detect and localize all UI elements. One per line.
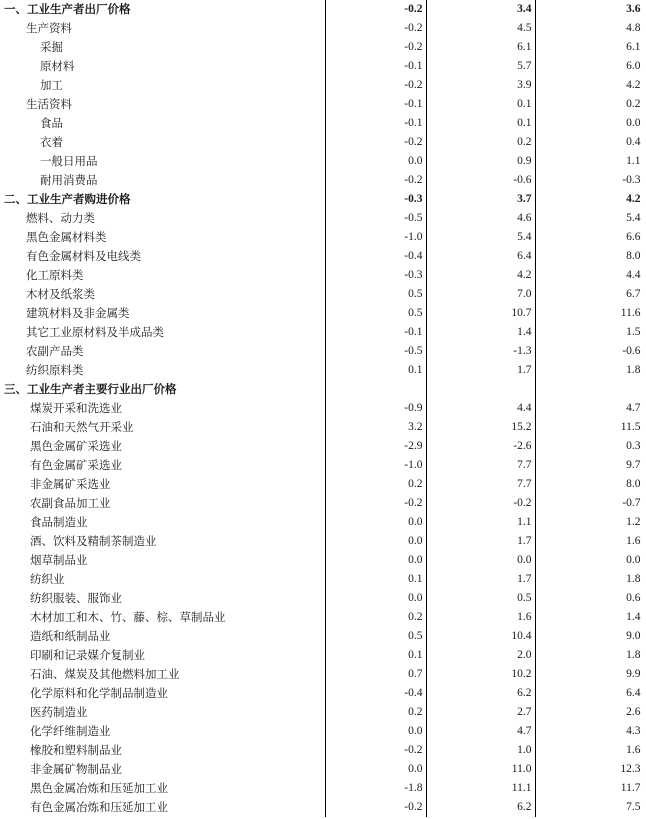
- table-row: [0, 779, 646, 798]
- value-cell-3: 11.5: [535, 418, 646, 437]
- value-cell-2: 6.2: [426, 684, 535, 703]
- value-cell-3: [535, 380, 646, 399]
- value-cell-2: 6.1: [426, 38, 535, 57]
- value-cell-2: 5.4: [426, 228, 535, 247]
- value-cell-3: 1.4: [535, 608, 646, 627]
- value-cell-2: [426, 380, 535, 399]
- row-label: 黑色金属矿采选业: [0, 437, 325, 456]
- value-cell-3: 4.8: [535, 19, 646, 38]
- row-label: 煤炭开采和洗选业: [0, 399, 325, 418]
- table-row: [0, 722, 646, 741]
- table-row: [0, 171, 646, 190]
- value-cell-2: 5.7: [426, 57, 535, 76]
- row-label: 化工原料类: [0, 266, 325, 285]
- value-cell-2: 0.0: [426, 551, 535, 570]
- value-cell-3: 8.0: [535, 247, 646, 266]
- table-row: [0, 38, 646, 57]
- value-cell-1: -2.9: [325, 437, 426, 456]
- value-cell-1: -0.1: [325, 57, 426, 76]
- value-cell-2: 4.6: [426, 209, 535, 228]
- value-cell-1: -0.2: [325, 171, 426, 190]
- value-cell-3: 4.2: [535, 76, 646, 95]
- row-label: 生产资料: [0, 19, 325, 38]
- value-cell-2: 0.1: [426, 114, 535, 133]
- table-row: [0, 133, 646, 152]
- row-label: 木材及纸浆类: [0, 285, 325, 304]
- value-cell-3: 4.2: [535, 190, 646, 209]
- value-cell-3: 11.6: [535, 304, 646, 323]
- table-row: [0, 418, 646, 437]
- value-cell-3: 1.8: [535, 361, 646, 380]
- table-row: [0, 266, 646, 285]
- value-cell-2: 10.2: [426, 665, 535, 684]
- value-cell-2: 3.4: [426, 0, 535, 19]
- row-label: 一般日用品: [0, 152, 325, 171]
- value-cell-3: 0.4: [535, 133, 646, 152]
- table-row: [0, 285, 646, 304]
- value-cell-3: 1.6: [535, 741, 646, 760]
- row-label: 燃料、动力类: [0, 209, 325, 228]
- row-label: 黑色金属材料类: [0, 228, 325, 247]
- value-cell-2: 4.2: [426, 266, 535, 285]
- value-cell-1: 0.0: [325, 589, 426, 608]
- value-cell-1: -0.9: [325, 399, 426, 418]
- value-cell-2: 3.7: [426, 190, 535, 209]
- table-row: [0, 551, 646, 570]
- value-cell-3: 6.4: [535, 684, 646, 703]
- row-label: 其它工业原材料及半成品类: [0, 323, 325, 342]
- value-cell-3: 1.5: [535, 323, 646, 342]
- table-row: [0, 570, 646, 589]
- value-cell-1: 0.2: [325, 703, 426, 722]
- value-cell-3: 4.3: [535, 722, 646, 741]
- value-cell-3: 11.7: [535, 779, 646, 798]
- table-row: [0, 19, 646, 38]
- table-row: [0, 76, 646, 95]
- value-cell-2: 7.0: [426, 285, 535, 304]
- value-cell-1: -0.2: [325, 0, 426, 19]
- value-cell-3: 1.8: [535, 570, 646, 589]
- value-cell-2: 10.7: [426, 304, 535, 323]
- value-cell-2: 6.2: [426, 798, 535, 817]
- table-row: [0, 513, 646, 532]
- table-row: [0, 665, 646, 684]
- value-cell-3: 8.0: [535, 475, 646, 494]
- row-label: 橡胶和塑料制品业: [0, 741, 325, 760]
- value-cell-2: 1.7: [426, 361, 535, 380]
- value-cell-2: 7.7: [426, 475, 535, 494]
- value-cell-3: 9.9: [535, 665, 646, 684]
- table-row: [0, 494, 646, 513]
- row-label: 加工: [0, 76, 325, 95]
- value-cell-1: -0.2: [325, 494, 426, 513]
- value-cell-3: 4.7: [535, 399, 646, 418]
- value-cell-1: 0.2: [325, 608, 426, 627]
- row-label: 烟草制品业: [0, 551, 325, 570]
- value-cell-2: 4.4: [426, 399, 535, 418]
- value-cell-2: 11.1: [426, 779, 535, 798]
- row-label: 木材加工和木、竹、藤、棕、草制品业: [0, 608, 325, 627]
- value-cell-2: -1.3: [426, 342, 535, 361]
- row-label: 农副产品类: [0, 342, 325, 361]
- value-cell-3: 0.3: [535, 437, 646, 456]
- value-cell-2: 6.4: [426, 247, 535, 266]
- value-cell-1: 0.0: [325, 152, 426, 171]
- value-cell-1: -0.2: [325, 38, 426, 57]
- value-cell-2: 11.0: [426, 760, 535, 779]
- value-cell-1: -0.3: [325, 190, 426, 209]
- value-cell-2: 4.5: [426, 19, 535, 38]
- table-row: [0, 608, 646, 627]
- table-row: [0, 247, 646, 266]
- row-label: 印刷和记录媒介复制业: [0, 646, 325, 665]
- table-row: [0, 152, 646, 171]
- table-row: [0, 646, 646, 665]
- value-cell-3: 9.7: [535, 456, 646, 475]
- row-label: 三、工业生产者主要行业出厂价格: [0, 380, 325, 399]
- value-cell-1: 0.5: [325, 627, 426, 646]
- row-label: 有色金属矿采选业: [0, 456, 325, 475]
- value-cell-1: -0.2: [325, 133, 426, 152]
- value-cell-2: 2.0: [426, 646, 535, 665]
- value-cell-2: 1.7: [426, 570, 535, 589]
- value-cell-1: 0.2: [325, 475, 426, 494]
- value-cell-3: 3.6: [535, 0, 646, 19]
- value-cell-2: -0.6: [426, 171, 535, 190]
- value-cell-3: 2.6: [535, 703, 646, 722]
- value-cell-2: 1.6: [426, 608, 535, 627]
- table-row: [0, 437, 646, 456]
- value-cell-2: 10.4: [426, 627, 535, 646]
- row-label: 食品制造业: [0, 513, 325, 532]
- row-label: 耐用消费品: [0, 171, 325, 190]
- table-row: [0, 456, 646, 475]
- row-label: 医药制造业: [0, 703, 325, 722]
- value-cell-2: -2.6: [426, 437, 535, 456]
- row-label: 纺织服装、服饰业: [0, 589, 325, 608]
- row-label: 石油和天然气开采业: [0, 418, 325, 437]
- value-cell-3: 4.4: [535, 266, 646, 285]
- table-row: [0, 627, 646, 646]
- value-cell-1: -0.2: [325, 19, 426, 38]
- row-label: 二、工业生产者购进价格: [0, 190, 325, 209]
- value-cell-3: 7.5: [535, 798, 646, 817]
- table-row: [0, 209, 646, 228]
- table-row: [0, 57, 646, 76]
- value-cell-1: -0.2: [325, 76, 426, 95]
- value-cell-3: 5.4: [535, 209, 646, 228]
- value-cell-1: 0.5: [325, 304, 426, 323]
- table-row: [0, 361, 646, 380]
- row-label: 纺织原料类: [0, 361, 325, 380]
- value-cell-1: 0.1: [325, 361, 426, 380]
- value-cell-2: 1.1: [426, 513, 535, 532]
- value-cell-3: 6.6: [535, 228, 646, 247]
- row-label: 食品: [0, 114, 325, 133]
- row-label: 纺织业: [0, 570, 325, 589]
- row-label: 衣着: [0, 133, 325, 152]
- table-row: [0, 703, 646, 722]
- value-cell-3: 0.0: [535, 114, 646, 133]
- table-row: [0, 399, 646, 418]
- value-cell-1: -0.1: [325, 323, 426, 342]
- value-cell-3: 6.7: [535, 285, 646, 304]
- table-row: [0, 589, 646, 608]
- table-row: [0, 304, 646, 323]
- value-cell-1: 0.1: [325, 646, 426, 665]
- table-row: [0, 114, 646, 133]
- row-label: 非金属矿物制品业: [0, 760, 325, 779]
- value-cell-3: -0.6: [535, 342, 646, 361]
- value-cell-1: 3.2: [325, 418, 426, 437]
- value-cell-1: -1.0: [325, 456, 426, 475]
- table-row: [0, 95, 646, 114]
- value-cell-2: 0.2: [426, 133, 535, 152]
- value-cell-1: -0.5: [325, 342, 426, 361]
- value-cell-1: 0.0: [325, 760, 426, 779]
- row-label: 酒、饮料及精制茶制造业: [0, 532, 325, 551]
- value-cell-1: [325, 380, 426, 399]
- table-row: [0, 798, 646, 817]
- value-cell-3: 0.2: [535, 95, 646, 114]
- value-cell-1: 0.1: [325, 570, 426, 589]
- value-cell-1: -0.2: [325, 741, 426, 760]
- value-cell-1: -1.0: [325, 228, 426, 247]
- value-cell-3: 0.0: [535, 551, 646, 570]
- value-cell-2: 1.0: [426, 741, 535, 760]
- value-cell-1: -0.1: [325, 114, 426, 133]
- table-row: [0, 323, 646, 342]
- row-label: 农副食品加工业: [0, 494, 325, 513]
- value-cell-1: 0.0: [325, 722, 426, 741]
- value-cell-1: -0.5: [325, 209, 426, 228]
- value-cell-1: -0.4: [325, 247, 426, 266]
- row-label: 有色金属冶炼和压延加工业: [0, 798, 325, 817]
- value-cell-3: 1.6: [535, 532, 646, 551]
- value-cell-2: 4.7: [426, 722, 535, 741]
- value-cell-3: 1.2: [535, 513, 646, 532]
- row-label: 造纸和纸制品业: [0, 627, 325, 646]
- table-row: [0, 228, 646, 247]
- table-row: [0, 475, 646, 494]
- value-cell-3: 6.1: [535, 38, 646, 57]
- value-cell-1: -0.4: [325, 684, 426, 703]
- value-cell-3: 9.0: [535, 627, 646, 646]
- value-cell-1: 0.0: [325, 551, 426, 570]
- value-cell-1: 0.0: [325, 513, 426, 532]
- value-cell-2: 1.7: [426, 532, 535, 551]
- value-cell-1: -1.8: [325, 779, 426, 798]
- row-label: 黑色金属冶炼和压延加工业: [0, 779, 325, 798]
- value-cell-3: 1.8: [535, 646, 646, 665]
- value-cell-1: -0.3: [325, 266, 426, 285]
- value-cell-1: -0.1: [325, 95, 426, 114]
- value-cell-2: 7.7: [426, 456, 535, 475]
- table-row: [0, 0, 646, 19]
- table-row: [0, 190, 646, 209]
- value-cell-2: 0.9: [426, 152, 535, 171]
- value-cell-2: 3.9: [426, 76, 535, 95]
- value-cell-1: 0.5: [325, 285, 426, 304]
- value-cell-1: -0.2: [325, 798, 426, 817]
- table-row: [0, 684, 646, 703]
- row-label: 化学原料和化学制品制造业: [0, 684, 325, 703]
- table-row: [0, 380, 646, 399]
- value-cell-1: 0.7: [325, 665, 426, 684]
- value-cell-3: 12.3: [535, 760, 646, 779]
- value-cell-2: 1.4: [426, 323, 535, 342]
- value-cell-3: -0.7: [535, 494, 646, 513]
- row-label: 化学纤维制造业: [0, 722, 325, 741]
- row-label: 非金属矿采选业: [0, 475, 325, 494]
- value-cell-2: 15.2: [426, 418, 535, 437]
- value-cell-3: 6.0: [535, 57, 646, 76]
- row-label: 原材料: [0, 57, 325, 76]
- table-row: [0, 760, 646, 779]
- table-row: [0, 342, 646, 361]
- row-label: 有色金属材料及电线类: [0, 247, 325, 266]
- value-cell-3: 0.6: [535, 589, 646, 608]
- row-label: 生活资料: [0, 95, 325, 114]
- value-cell-2: -0.2: [426, 494, 535, 513]
- table-row: [0, 741, 646, 760]
- table-row: [0, 532, 646, 551]
- value-cell-3: 1.1: [535, 152, 646, 171]
- row-label: 建筑材料及非金属类: [0, 304, 325, 323]
- row-label: 一、工业生产者出厂价格: [0, 0, 325, 19]
- row-label: 石油、煤炭及其他燃料加工业: [0, 665, 325, 684]
- value-cell-3: -0.3: [535, 171, 646, 190]
- row-label: 采掘: [0, 38, 325, 57]
- value-cell-2: 0.1: [426, 95, 535, 114]
- value-cell-2: 0.5: [426, 589, 535, 608]
- value-cell-1: 0.0: [325, 532, 426, 551]
- value-cell-2: 2.7: [426, 703, 535, 722]
